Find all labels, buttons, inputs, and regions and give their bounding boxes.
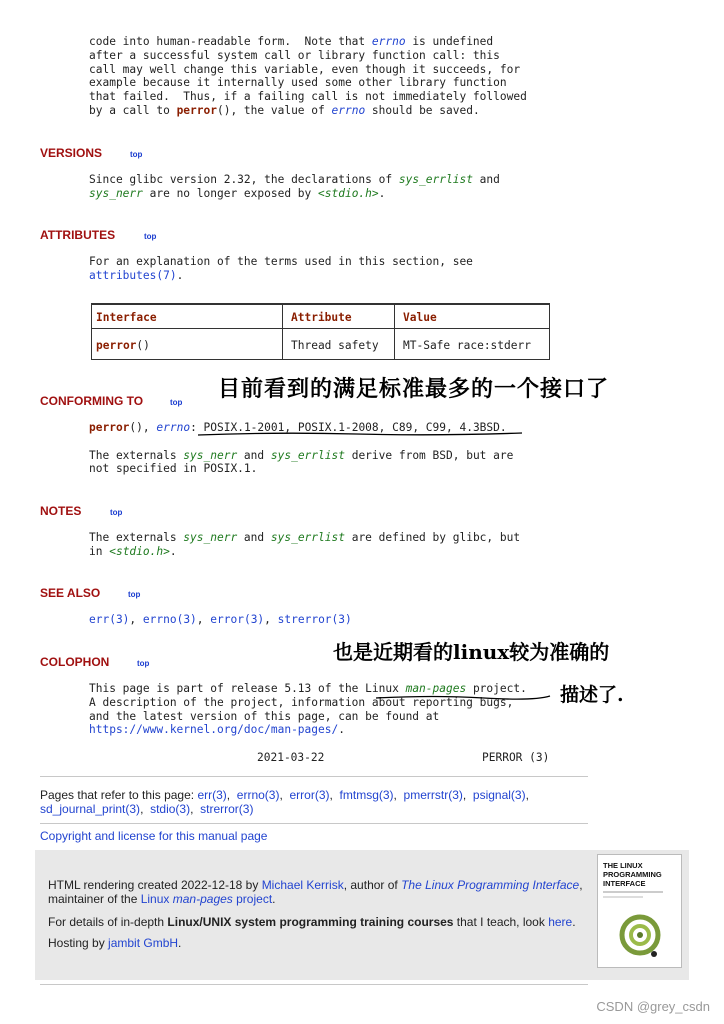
see-also-links: err(3), errno(3), error(3), strerror(3) <box>89 613 352 626</box>
page-name: PERROR (3) <box>482 751 550 764</box>
copyright-link[interactable]: Copyright and license for this manual page <box>40 829 268 843</box>
table-cell: perror() <box>96 339 150 352</box>
refer-link[interactable]: sd_journal_print(3) <box>40 802 141 816</box>
handwritten-underline <box>196 430 526 438</box>
attributes-heading: ATTRIBUTES <box>40 228 116 242</box>
tlpi-link[interactable]: The Linux Programming Interface <box>401 878 580 892</box>
refer-link[interactable]: psignal(3) <box>472 788 526 802</box>
versions-paragraph: Since glibc version 2.32, the declarations of sys_errlist and sys_nerr are no longer exposed by <stdio.h>. <box>89 173 500 200</box>
intro-paragraph: code into human-readable form. Note that errno is undefined after a successful system call or library function call: this call may well change this variable, even though it succeeds, for example because it internally used some other library function that failed. Thus, if a failing call is not immediately followed by a call to perror(), the value of errno should be saved. <box>89 35 527 117</box>
man-pages-link[interactable]: Linux man-pages project <box>140 892 273 906</box>
divider <box>40 823 588 824</box>
here-link[interactable]: here <box>548 915 573 929</box>
conforming-heading: CONFORMING TO <box>40 394 144 408</box>
see-also-link[interactable]: errno(3) <box>142 613 197 626</box>
attributes-table <box>91 303 550 360</box>
see-also-heading: SEE ALSO <box>40 586 101 600</box>
errno-ref[interactable]: errno <box>371 35 406 48</box>
perror-ref: perror <box>176 103 217 117</box>
divider <box>40 776 588 777</box>
footer-training: For details of in-depth Linux/UNIX system programming training courses that I teach, look here. <box>48 915 576 929</box>
refer-link[interactable]: stdio(3) <box>150 802 191 816</box>
handwritten-note: 描述了. <box>560 684 624 706</box>
top-link[interactable]: top <box>130 150 143 159</box>
errno-ref[interactable]: errno <box>331 103 366 117</box>
kernel-url-link[interactable]: https://www.kernel.org/doc/man-pages/ <box>89 723 339 737</box>
versions-heading: VERSIONS <box>40 146 103 160</box>
colophon-heading: COLOPHON <box>40 655 110 669</box>
footer-credit: HTML rendering created 2022-12-18 by Michael Kerrisk, author of The Linux Programming Interface, <box>48 878 583 892</box>
page-date: 2021-03-22 <box>257 751 325 764</box>
handwritten-note: 目前看到的满足标准最多的一个接口了 <box>218 376 610 402</box>
refer-link[interactable]: error(3) <box>289 788 330 802</box>
handwritten-underline <box>374 692 554 702</box>
refer-list: Pages that refer to this page: err(3), errno(3), error(3), fmtmsg(3), pmerrstr(3), psignal(3), sd_journal_print(3), stdio(3), strerror(3) <box>40 788 529 816</box>
fern-illustration <box>610 905 670 963</box>
refer-link[interactable]: err(3) <box>197 788 227 802</box>
notes-paragraph: The externals sys_nerr and sys_errlist are defined by glibc, but in <stdio.h>. <box>89 531 521 558</box>
watermark: CSDN @grey_csdn <box>596 999 710 1014</box>
top-link[interactable]: top <box>137 659 150 668</box>
attributes-7-link[interactable]: attributes(7) <box>89 268 177 282</box>
footer-maintainer: maintainer of the Linux man-pages project. <box>48 892 276 906</box>
top-link[interactable]: top <box>144 232 157 241</box>
colophon-paragraph: This page is part of release 5.13 of the Linux man-pages project. A description of the project, information about reporting bugs, and the latest version of this page, can be found at https://www.kernel.org/doc/man-pages/. <box>89 682 527 737</box>
book-cover-image[interactable]: THE LINUX PROGRAMMING INTERFACE <box>597 854 682 968</box>
refer-link[interactable]: strerror(3) <box>200 802 254 816</box>
refer-link[interactable]: errno(3) <box>236 788 280 802</box>
table-header: Interface <box>96 311 157 324</box>
handwritten-note: 也是近期看的linux较为准确的 <box>333 640 610 664</box>
top-link[interactable]: top <box>170 398 183 407</box>
see-also-link[interactable]: err(3) <box>89 613 130 626</box>
attributes-paragraph: For an explanation of the terms used in this section, see attributes(7). <box>89 255 473 282</box>
notes-heading: NOTES <box>40 504 82 518</box>
top-link[interactable]: top <box>110 508 123 517</box>
refer-link[interactable]: fmtmsg(3) <box>339 788 394 802</box>
table-header: Attribute <box>291 311 352 324</box>
conforming-paragraph: perror(), errno: POSIX.1-2001, POSIX.1-2008, C89, C99, 4.3BSD. The externals sys_nerr and sys_errlist derive from BSD, but are not specified in POSIX.1. <box>89 421 514 476</box>
footer-hosting: Hosting by jambit GmbH. <box>48 936 182 950</box>
jambit-link[interactable]: jambit GmbH <box>108 936 179 950</box>
top-link[interactable]: top <box>128 590 141 599</box>
table-header: Value <box>403 311 437 324</box>
table-cell: MT-Safe race:stderr <box>403 339 531 352</box>
kerrisk-link[interactable]: Michael Kerrisk <box>261 878 344 892</box>
table-cell: Thread safety <box>291 339 379 352</box>
divider <box>40 984 588 985</box>
refer-link[interactable]: pmerrstr(3) <box>403 788 463 802</box>
see-also-link[interactable]: strerror(3) <box>277 613 352 626</box>
footer-box <box>35 850 689 980</box>
see-also-link[interactable]: error(3) <box>210 613 265 626</box>
